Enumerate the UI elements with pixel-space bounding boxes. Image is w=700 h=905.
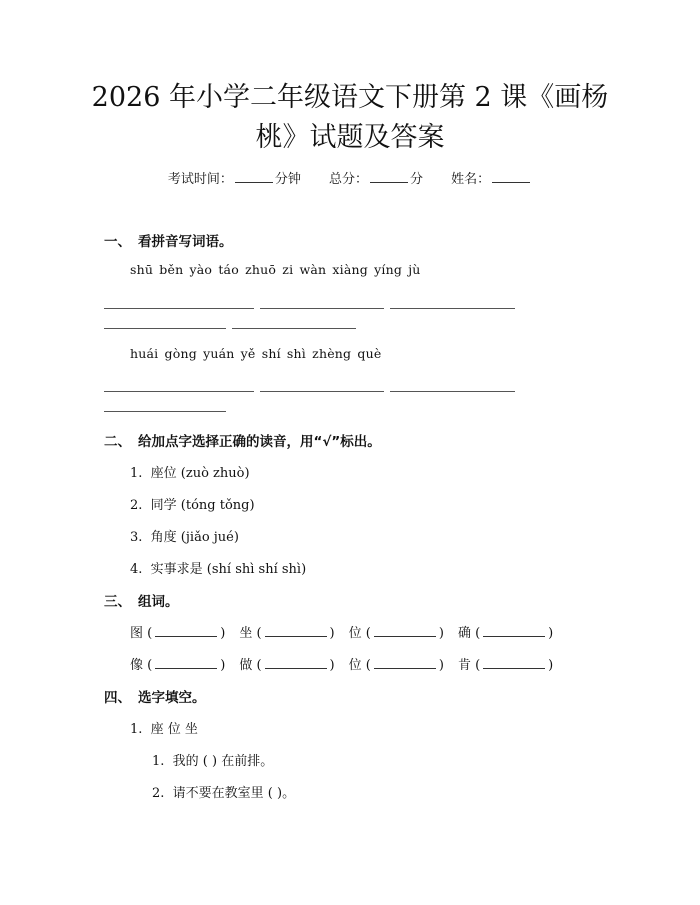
student-name-blank[interactable] (492, 170, 530, 183)
total-score-blank[interactable] (370, 170, 408, 183)
section-1-heading (104, 230, 233, 250)
answer-line[interactable] (104, 308, 254, 309)
total-score-unit: 分 (410, 172, 424, 187)
item-text: 我的 ( ) 在前排。 (172, 754, 274, 769)
item-number: 3. (130, 530, 143, 545)
section-title: 组词。 (138, 594, 179, 610)
word-blank[interactable] (483, 656, 545, 669)
word-group-row-2: 像 ( ) 做 ( ) 位 ( ) 肯 ( ) (130, 658, 554, 673)
word-blank[interactable] (155, 656, 217, 669)
section-2-heading (104, 430, 381, 450)
base-char: 位 (348, 658, 362, 673)
answer-line[interactable] (260, 391, 384, 392)
word-blank[interactable] (374, 656, 436, 669)
exam-meta (0, 168, 700, 187)
answer-line[interactable] (390, 391, 515, 392)
item-number: 1. (130, 466, 143, 481)
pronunciation-item-3 (130, 526, 239, 545)
exam-time-blank[interactable] (235, 170, 273, 183)
word-group-row-1: 图 ( ) 坐 ( ) 位 ( ) 确 ( ) (130, 626, 554, 641)
item-number: 1. (152, 754, 165, 769)
item-number: 4. (130, 562, 143, 577)
item-number: 2. (152, 786, 165, 801)
base-char: 确 (457, 626, 471, 641)
base-char: 图 (130, 626, 144, 641)
item-text: 角度 (jiǎo jué) (150, 530, 239, 545)
word-blank[interactable] (265, 656, 327, 669)
title-line-1: 2026 年小学二年级语文下册第 2 课《画杨 (91, 82, 609, 113)
pronunciation-item-4 (130, 558, 306, 577)
group-chars: 座 位 坐 (150, 722, 198, 737)
exam-time-label: 考试时间： (167, 172, 233, 187)
section-3-heading (104, 590, 179, 610)
total-score (329, 168, 423, 187)
base-char: 做 (239, 658, 253, 673)
fill-group-1 (130, 718, 198, 737)
answer-line[interactable] (390, 308, 515, 309)
item-text: 座位 (zuò zhuò) (150, 466, 250, 481)
pronunciation-item-1 (130, 462, 250, 481)
exam-time-unit: 分钟 (274, 172, 301, 187)
base-char: 位 (348, 626, 362, 641)
word-blank[interactable] (155, 624, 217, 637)
base-char: 肯 (457, 658, 471, 673)
answer-line[interactable] (104, 328, 226, 329)
section-number: 三、 (104, 594, 131, 610)
section-title: 看拼音写词语。 (138, 234, 233, 250)
word-blank[interactable] (265, 624, 327, 637)
total-score-label: 总分： (328, 172, 368, 187)
item-number: 2. (130, 498, 143, 513)
base-char: 像 (130, 658, 144, 673)
section-number: 四、 (104, 690, 131, 706)
section-number: 一、 (104, 234, 131, 250)
pinyin-row-1: shū běn yào táo zhuō zi wàn xiàng yíng jù (130, 262, 421, 277)
fill-item-1 (152, 750, 273, 769)
section-title: 给加点字选择正确的读音，用“√”标出。 (138, 434, 381, 450)
item-text: 实事求是 (shí shì shí shì) (150, 562, 307, 577)
item-text: 请不要在教室里 ( )。 (172, 786, 296, 801)
answer-line[interactable] (104, 411, 226, 412)
group-number: 1. (130, 722, 143, 737)
section-4-heading (104, 686, 206, 706)
page-title (90, 78, 610, 158)
word-blank[interactable] (374, 624, 436, 637)
pronunciation-item-2 (130, 494, 255, 513)
fill-item-2 (152, 782, 295, 801)
item-text: 同学 (tóng tǒng) (150, 498, 255, 513)
answer-line[interactable] (232, 328, 356, 329)
base-char: 坐 (239, 626, 253, 641)
student-name (451, 168, 532, 187)
pinyin-row-2: huái gòng yuán yě shí shì zhèng què (130, 346, 382, 361)
section-title: 选字填空。 (138, 690, 206, 706)
exam-time (168, 168, 301, 187)
answer-line[interactable] (260, 308, 384, 309)
title-line-2: 桃》试题及答案 (255, 122, 445, 153)
section-number: 二、 (104, 434, 131, 450)
word-blank[interactable] (483, 624, 545, 637)
answer-line[interactable] (104, 391, 254, 392)
student-name-label: 姓名： (451, 172, 491, 187)
